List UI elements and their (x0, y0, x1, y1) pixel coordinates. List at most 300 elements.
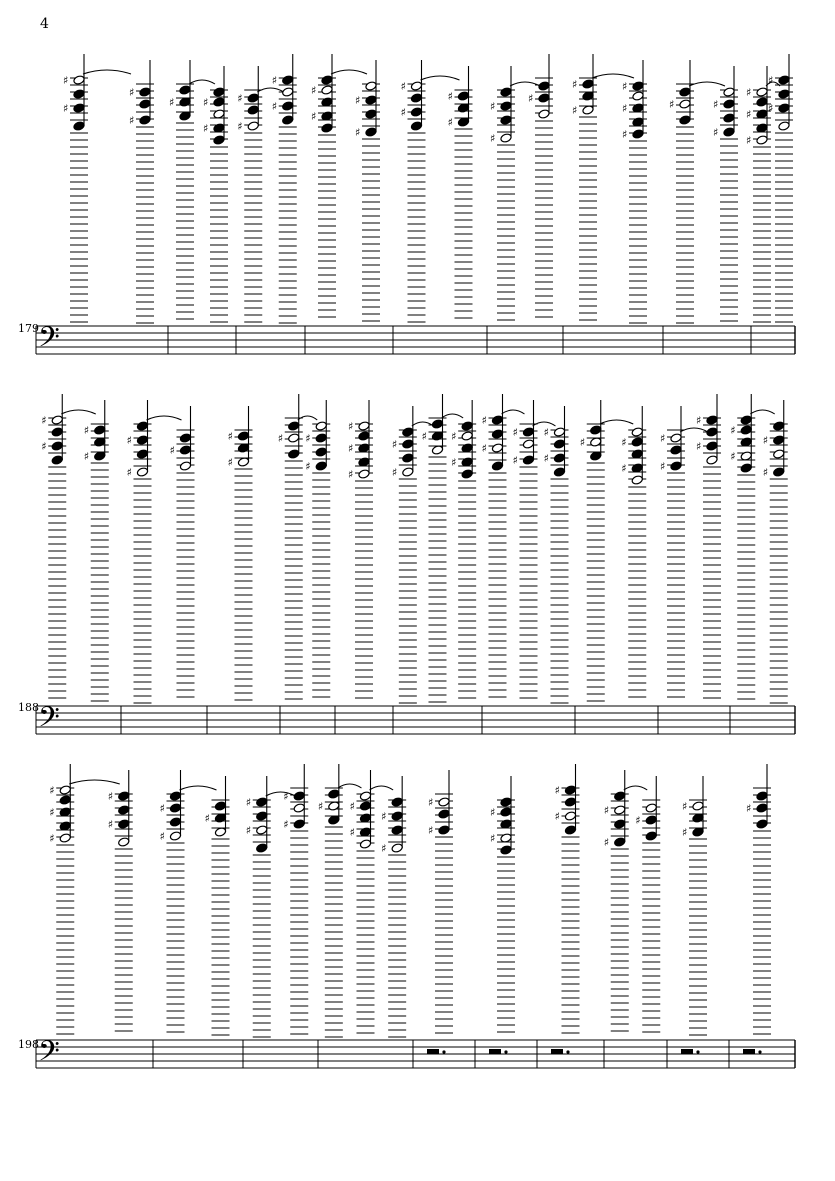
sharp-icon: ♯ (621, 436, 627, 449)
sharp-icon: ♯ (169, 444, 175, 457)
notehead (773, 421, 785, 431)
notehead (365, 127, 377, 137)
sharp-icon: ♯ (746, 802, 752, 815)
notehead (410, 121, 422, 131)
notehead (247, 93, 259, 103)
notehead (410, 93, 422, 103)
rest-dot (566, 1050, 569, 1053)
notehead (632, 91, 644, 101)
notehead (139, 99, 151, 109)
notehead (756, 97, 768, 107)
sharp-icon: ♯ (490, 832, 496, 845)
sharp-icon: ♯ (348, 468, 354, 481)
notehead (614, 805, 626, 815)
notehead (288, 449, 300, 459)
sharp-icon: ♯ (126, 466, 132, 479)
sharp-icon: ♯ (381, 810, 387, 823)
measure-number-system-1: 179 (18, 322, 39, 335)
notehead (491, 443, 503, 453)
notehead (136, 467, 148, 477)
notehead (773, 467, 785, 477)
notehead (500, 87, 512, 97)
notehead (293, 791, 305, 801)
sharp-icon: ♯ (696, 440, 702, 453)
sharp-icon: ♯ (543, 452, 549, 465)
tie (680, 428, 708, 432)
notehead (679, 115, 691, 125)
notehead (169, 831, 181, 841)
sharp-icon: ♯ (400, 106, 406, 119)
sharp-icon: ♯ (305, 460, 311, 473)
sharp-icon: ♯ (713, 98, 719, 111)
tie (421, 76, 460, 80)
notehead (438, 797, 450, 807)
sharp-icon: ♯ (203, 96, 209, 109)
notehead (51, 415, 63, 425)
notehead (500, 797, 512, 807)
sharp-icon: ♯ (682, 800, 688, 813)
sharp-icon: ♯ (245, 824, 252, 837)
notehead (723, 99, 735, 109)
sharp-icon: ♯ (579, 436, 586, 449)
tie (338, 784, 362, 788)
rest-dot (504, 1050, 507, 1053)
notehead (740, 463, 752, 473)
sharp-icon: ♯ (107, 790, 114, 803)
notehead (614, 791, 626, 801)
sharp-icon: ♯ (83, 450, 90, 463)
tie (69, 780, 120, 784)
tie (189, 80, 215, 84)
tie (180, 786, 217, 790)
sharp-icon: ♯ (283, 790, 289, 803)
notehead (632, 129, 644, 139)
notehead (756, 791, 768, 801)
sharp-icon: ♯ (572, 104, 578, 117)
half-rest-icon (743, 1049, 755, 1054)
notehead (282, 101, 294, 111)
notehead (706, 441, 718, 451)
bass-clef-icon: 𝄢 (38, 321, 60, 361)
notehead (756, 819, 768, 829)
notehead (500, 101, 512, 111)
notehead (773, 435, 785, 445)
notehead (358, 469, 370, 479)
notehead (522, 427, 534, 437)
notehead (169, 803, 181, 813)
half-rest-icon (427, 1049, 439, 1054)
notehead (522, 439, 534, 449)
sharp-icon: ♯ (129, 114, 135, 127)
notehead (59, 795, 71, 805)
tie (592, 74, 634, 78)
notehead (679, 99, 691, 109)
sharp-icon: ♯ (349, 800, 355, 813)
notehead (773, 449, 785, 459)
notehead (328, 789, 340, 799)
notehead (631, 437, 643, 447)
notehead (73, 103, 85, 113)
notehead (438, 809, 450, 819)
notehead (282, 87, 294, 97)
tie (600, 420, 634, 424)
sharp-icon: ♯ (669, 98, 675, 111)
notehead (538, 109, 550, 119)
notehead (461, 469, 473, 479)
sharp-icon: ♯ (391, 466, 398, 479)
tie (147, 416, 182, 420)
sharp-icon: ♯ (746, 86, 752, 99)
notehead (237, 431, 249, 441)
sharp-icon: ♯ (49, 832, 55, 845)
notehead (402, 453, 414, 463)
notehead (410, 107, 422, 117)
notehead (288, 433, 300, 443)
notehead (740, 425, 752, 435)
notehead (778, 121, 790, 131)
notehead (553, 467, 565, 477)
notehead (391, 811, 403, 821)
sharp-icon: ♯ (391, 438, 398, 451)
notehead (256, 843, 268, 853)
notehead (118, 791, 130, 801)
notehead (282, 115, 294, 125)
notehead (631, 475, 643, 485)
notehead (118, 819, 130, 829)
sharp-icon: ♯ (311, 84, 317, 97)
rest-dot (758, 1050, 761, 1053)
notehead (73, 89, 85, 99)
sharp-icon: ♯ (348, 442, 354, 455)
sharp-icon: ♯ (451, 430, 457, 443)
notehead (590, 425, 602, 435)
sharp-icon: ♯ (762, 466, 769, 479)
notehead (169, 791, 181, 801)
sharp-icon: ♯ (490, 132, 496, 145)
sharp-icon: ♯ (490, 806, 496, 819)
notehead (94, 425, 106, 435)
sharp-icon: ♯ (660, 432, 666, 445)
notehead (632, 81, 644, 91)
notehead (706, 455, 718, 465)
notehead (169, 817, 181, 827)
notehead (359, 791, 371, 801)
notehead (500, 115, 512, 125)
notehead (457, 91, 469, 101)
notehead (358, 421, 370, 431)
sharp-icon: ♯ (768, 74, 774, 87)
notehead (692, 801, 704, 811)
sharp-icon: ♯ (762, 434, 769, 447)
sharp-icon: ♯ (746, 108, 752, 121)
sharp-icon: ♯ (603, 836, 610, 849)
notehead (438, 825, 450, 835)
rest-dot (696, 1050, 699, 1053)
notehead (256, 811, 268, 821)
sharp-icon: ♯ (227, 456, 233, 469)
notehead (631, 427, 643, 437)
sharp-icon: ♯ (682, 826, 688, 839)
notehead (73, 121, 85, 131)
sharp-icon: ♯ (572, 78, 578, 91)
sharp-icon: ♯ (317, 800, 324, 813)
notehead (679, 87, 691, 97)
notehead (136, 435, 148, 445)
notehead (410, 81, 422, 91)
notehead (179, 461, 191, 471)
sharp-icon: ♯ (271, 100, 278, 113)
sharp-icon: ♯ (159, 830, 165, 843)
notehead (359, 839, 371, 849)
tie (257, 88, 284, 92)
notehead (564, 811, 576, 821)
notehead (582, 79, 594, 89)
sharp-icon: ♯ (713, 126, 719, 139)
sharp-icon: ♯ (730, 424, 736, 437)
notehead (740, 415, 752, 425)
tie (502, 410, 525, 414)
notehead (522, 455, 534, 465)
notehead (723, 87, 735, 97)
rest-dot (442, 1050, 445, 1053)
sharp-icon: ♯ (622, 102, 628, 115)
notehead (564, 785, 576, 795)
notehead (564, 797, 576, 807)
sharp-icon: ♯ (271, 74, 278, 87)
notehead (365, 109, 377, 119)
notehead (321, 75, 333, 85)
notehead (59, 785, 71, 795)
tie (689, 82, 725, 86)
notehead (365, 95, 377, 105)
notehead (391, 825, 403, 835)
sharp-icon: ♯ (660, 460, 666, 473)
notehead (500, 807, 512, 817)
sharp-icon: ♯ (428, 796, 434, 809)
notehead (51, 441, 63, 451)
notehead (118, 837, 130, 847)
sharp-icon: ♯ (311, 110, 317, 123)
sharp-icon: ♯ (129, 86, 135, 99)
notehead (293, 819, 305, 829)
sharp-icon: ♯ (49, 784, 55, 797)
sharp-icon: ♯ (421, 430, 427, 443)
page-number: 4 (40, 16, 49, 32)
notehead (538, 81, 550, 91)
notehead (365, 81, 377, 91)
notehead (402, 427, 414, 437)
sharp-icon: ♯ (400, 80, 406, 93)
notehead (179, 85, 191, 95)
sharp-icon: ♯ (355, 126, 361, 139)
notehead (136, 421, 148, 431)
notehead (51, 455, 63, 465)
sharp-icon: ♯ (622, 128, 628, 141)
tie (83, 70, 131, 74)
notehead (139, 115, 151, 125)
notehead (51, 427, 63, 437)
sharp-icon: ♯ (447, 90, 453, 103)
notehead (491, 415, 503, 425)
sharp-icon: ♯ (305, 432, 311, 445)
sharp-icon: ♯ (730, 450, 736, 463)
sharp-icon: ♯ (512, 426, 518, 439)
sharp-icon: ♯ (696, 414, 702, 427)
sharp-icon: ♯ (746, 134, 752, 147)
notehead (213, 135, 225, 145)
notehead (778, 89, 790, 99)
sharp-icon: ♯ (245, 796, 252, 809)
notehead (247, 121, 259, 131)
half-rest-icon (489, 1049, 501, 1054)
sharp-icon: ♯ (554, 810, 560, 823)
sharp-icon: ♯ (603, 804, 610, 817)
sharp-icon: ♯ (543, 426, 549, 439)
sharp-icon: ♯ (622, 80, 628, 93)
notehead (553, 427, 565, 437)
notehead (315, 421, 327, 431)
notehead (359, 801, 371, 811)
sharp-icon: ♯ (381, 842, 387, 855)
measure-number-system-3: 198 (18, 1038, 39, 1051)
notehead (645, 815, 657, 825)
sharp-icon: ♯ (512, 454, 518, 467)
notehead (723, 113, 735, 123)
tie (750, 410, 775, 414)
tie (61, 410, 96, 414)
sharp-icon: ♯ (83, 424, 90, 437)
sharp-icon: ♯ (203, 122, 209, 135)
sharp-icon: ♯ (481, 414, 487, 427)
sharp-icon: ♯ (204, 812, 210, 825)
notehead (321, 123, 333, 133)
sharp-icon: ♯ (126, 434, 132, 447)
notehead (256, 797, 268, 807)
sharp-icon: ♯ (283, 818, 289, 831)
half-rest-icon (681, 1049, 693, 1054)
notehead (431, 419, 443, 429)
notehead (614, 819, 626, 829)
notehead (670, 461, 682, 471)
notehead (706, 415, 718, 425)
notehead (723, 127, 735, 137)
sharp-icon: ♯ (277, 432, 284, 445)
sharp-icon: ♯ (107, 818, 114, 831)
sharp-icon: ♯ (355, 94, 361, 107)
notehead (756, 803, 768, 813)
bass-clef-icon: 𝄢 (38, 701, 60, 741)
notehead (614, 837, 626, 847)
bass-clef-icon: 𝄢 (38, 1035, 60, 1075)
notehead (247, 105, 259, 115)
notehead (461, 421, 473, 431)
tie (298, 416, 318, 420)
notehead (213, 87, 225, 97)
notehead (136, 449, 148, 459)
notehead (213, 97, 225, 107)
sharp-icon: ♯ (428, 824, 434, 837)
notehead (321, 85, 333, 95)
notehead (315, 447, 327, 457)
notehead (538, 93, 550, 103)
sharp-icon: ♯ (621, 462, 627, 475)
notehead (756, 87, 768, 97)
sharp-icon: ♯ (447, 116, 453, 129)
notehead (670, 445, 682, 455)
sharp-icon: ♯ (554, 784, 560, 797)
sharp-icon: ♯ (490, 100, 496, 113)
sharp-icon: ♯ (159, 802, 165, 815)
sharp-icon: ♯ (768, 102, 774, 115)
notehead (756, 135, 768, 145)
sharp-icon: ♯ (227, 430, 233, 443)
notehead (59, 833, 71, 843)
notehead (402, 467, 414, 477)
notehead (402, 439, 414, 449)
notehead (778, 75, 790, 85)
sharp-icon: ♯ (237, 120, 243, 133)
notehead (256, 825, 268, 835)
notehead (553, 439, 565, 449)
notehead (461, 431, 473, 441)
notehead (315, 461, 327, 471)
sharp-icon: ♯ (169, 96, 175, 109)
notehead (500, 133, 512, 143)
sharp-icon: ♯ (635, 814, 641, 827)
sharp-icon: ♯ (237, 92, 243, 105)
notehead (73, 75, 85, 85)
notehead (645, 831, 657, 841)
notehead (645, 803, 657, 813)
notehead (706, 427, 718, 437)
notehead (288, 421, 300, 431)
sharp-icon: ♯ (41, 440, 47, 453)
sharp-icon: ♯ (481, 442, 487, 455)
notehead (500, 845, 512, 855)
notehead (293, 803, 305, 813)
notehead (179, 433, 191, 443)
notehead (118, 805, 130, 815)
tie (442, 414, 464, 418)
notehead (491, 429, 503, 439)
notehead (315, 433, 327, 443)
tie (624, 786, 648, 790)
sharp-icon: ♯ (63, 102, 69, 115)
notehead (139, 87, 151, 97)
sharp-icon: ♯ (528, 92, 534, 105)
sharp-icon: ♯ (348, 420, 354, 433)
tie (331, 70, 367, 74)
notehead (391, 797, 403, 807)
notehead (391, 843, 403, 853)
notehead (778, 103, 790, 113)
notehead (491, 461, 503, 471)
tie (370, 786, 394, 790)
notehead (564, 825, 576, 835)
notehead (179, 445, 191, 455)
notehead (214, 801, 226, 811)
sharp-icon: ♯ (49, 806, 55, 819)
notehead (282, 75, 294, 85)
sharp-icon: ♯ (63, 74, 69, 87)
half-rest-icon (551, 1049, 563, 1054)
notehead (670, 433, 682, 443)
sharp-icon: ♯ (349, 826, 355, 839)
sharp-icon: ♯ (41, 414, 47, 427)
notehead (553, 453, 565, 463)
sharp-icon: ♯ (451, 456, 457, 469)
notehead (358, 431, 370, 441)
